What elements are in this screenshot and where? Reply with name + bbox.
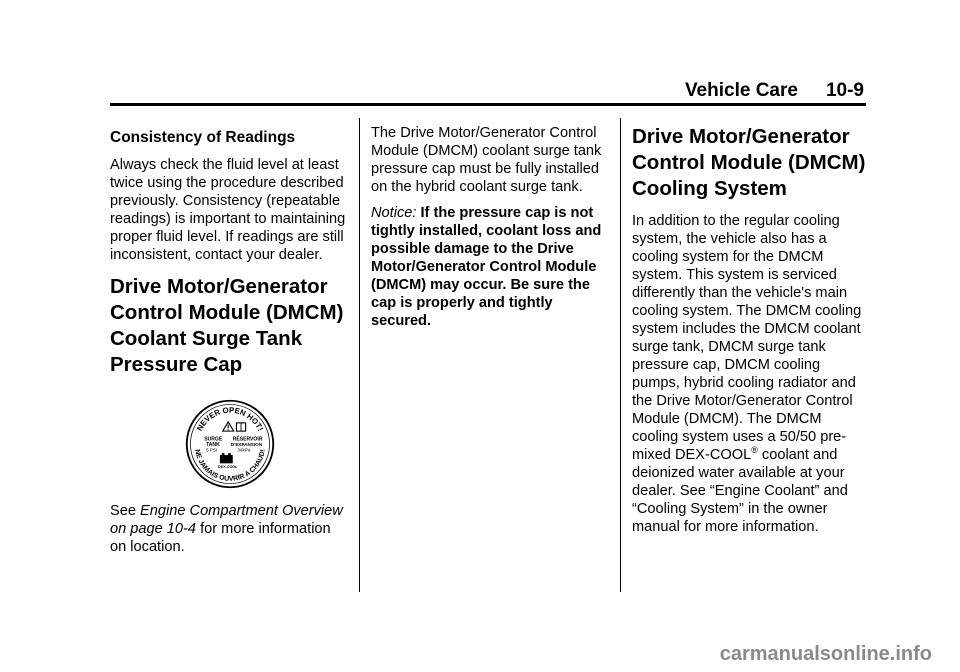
section-title: Vehicle Care xyxy=(684,80,798,101)
see-prefix: See xyxy=(110,503,141,519)
heading-consistency: Consistency of Readings xyxy=(110,129,296,146)
heading-pressure-cap: Drive Motor/Generator Control Module (DMCM) Coolant Surge Tank Pressure Cap xyxy=(110,275,344,376)
cap-label-dexcool: DEX-COOL xyxy=(218,464,238,469)
running-header xyxy=(685,80,864,102)
column-3 xyxy=(632,124,868,544)
registered-mark: ® xyxy=(751,445,758,456)
cap-label-psi: 5 PSI xyxy=(206,447,218,453)
pressure-cap-image xyxy=(184,398,276,490)
cooling-text-1: In addition to the regular cooling system, the vehicle also has a cooling system for the DMCM system. This system is serviced differently than the vehicle's main cooling system. The DMCM cooling system includes the DMCM coolant surge tank, DMCM surge tank pressure cap, DMCM cooling pumps, hybrid cooling radiator and the Drive Motor/Generator Control Module (DMCM). The DMCM cooling system uses a 50/50 pre-mixed DEX-COOL xyxy=(632,213,862,463)
notice-body: If the pressure cap is not tightly installed, coolant loss and possible damage to the Drive Motor/Generator Control Module (DMCM) may occur. Be sure the cap is properly and tightly secured. xyxy=(371,205,602,329)
para-pressure-cap: The Drive Motor/Generator Control Module (DMCM) coolant surge tank pressure cap must be fully installed on the hybrid coolant surge tank. xyxy=(371,125,602,195)
para-cooling-system xyxy=(632,212,868,536)
para-consistency: Always check the fluid level at least twice using the procedure described previously. Consistency (repeatable readings) is important to maintaining proper fluid level. If readings are still inconsistent, contact your dealer. xyxy=(110,157,346,263)
column-1 xyxy=(110,124,350,564)
notice-label: Notice: xyxy=(371,205,417,221)
page-number: 10-9 xyxy=(825,80,864,101)
cap-bottom-arc-text: NE JAMAIS OUVRIR A CHAUD! xyxy=(193,448,267,483)
cap-label-kpa: 34kPa xyxy=(237,447,251,453)
cap-label-reservoir: RÉSERVOIR xyxy=(232,436,263,443)
column-divider-2 xyxy=(620,118,621,592)
para-see-location xyxy=(110,502,350,556)
cap-label-expansion: D'EXPANSION xyxy=(230,441,263,447)
watermark: carmanualsonline.info xyxy=(719,643,932,665)
notice-block xyxy=(371,204,607,330)
cross-reference-engine-compartment[interactable]: Engine Compartment Overview on page 10-4 xyxy=(110,503,343,537)
see-suffix: for more information on location. xyxy=(110,521,331,555)
heading-cooling-system: Drive Motor/Generator Control Module (DMCM) Cooling System xyxy=(632,125,866,200)
header-rule xyxy=(110,103,866,106)
pressure-cap-figure xyxy=(110,398,350,490)
cooling-text-2: coolant and deionized water available at your dealer. See “Engine Coolant” and “Cooling System” in the owner manual for more information. xyxy=(632,447,848,535)
cap-label-surge: SURGE xyxy=(204,436,223,443)
cap-label-tank: TANK xyxy=(206,441,220,448)
cap-top-arc-text: NEVER OPEN HOT! xyxy=(195,405,266,433)
column-divider-1 xyxy=(359,118,360,592)
cap-drawing xyxy=(184,398,276,490)
column-2 xyxy=(371,124,607,338)
